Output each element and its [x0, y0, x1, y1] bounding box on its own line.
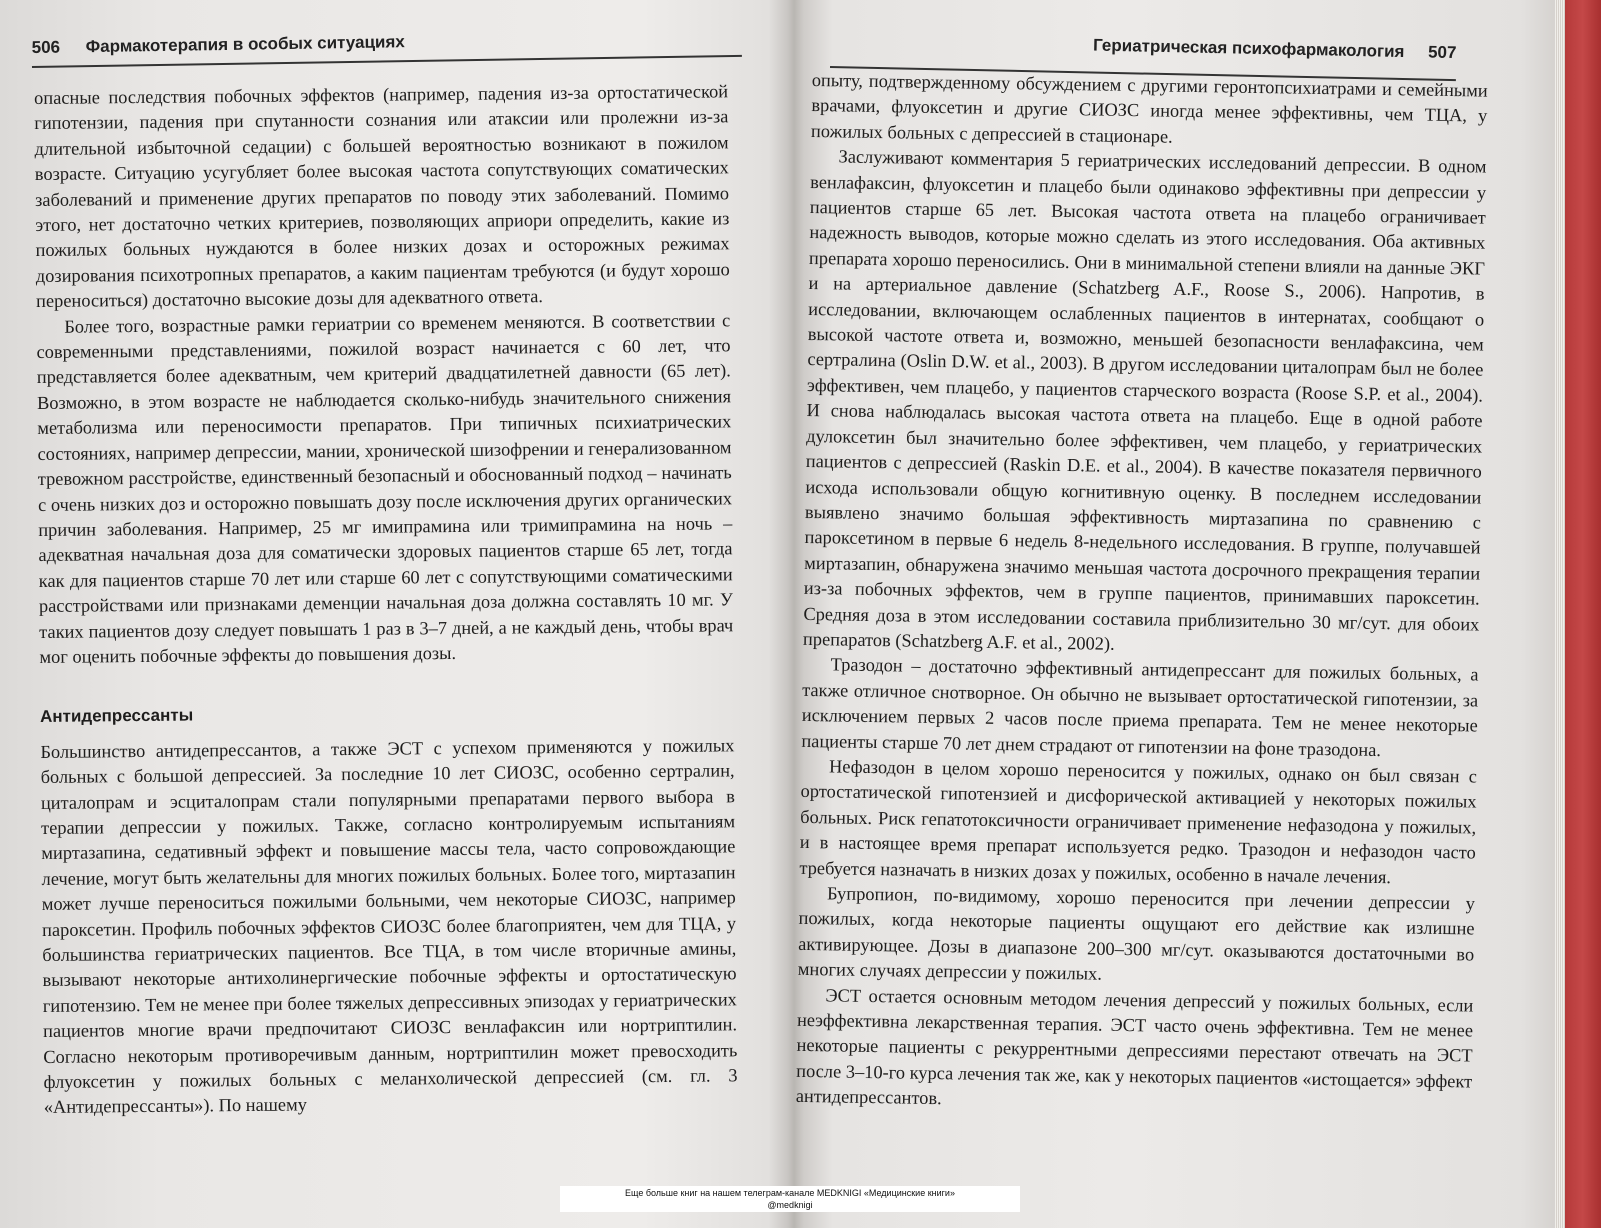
left-running-head: [31, 15, 742, 68]
footer-line: Еще больше книг на нашем телеграм-канале MEDKNIGI «Медицинские книги»: [625, 1188, 955, 1198]
left-page: [0, 0, 780, 1228]
left-page-body: [34, 79, 738, 1120]
paragraph: Бупропион, по-видимому, хорошо переносится при лечении депрессии у пожилых, когда некоторые пациенты ощущают его действие как излишне активирующее. Дозы в диапазоне 200–300 мг/сут. оказываются достаточными во многих случаях депрессии у пожилых.: [797, 883, 1476, 984]
right-page-number: 507: [1427, 42, 1457, 63]
paragraph: Нефазодон в целом хорошо переносится у пожилых, однако он был связан с ортостатической гипотензией и дисфорической активацией у некоторых пожилых больных. Риск гепатотоксичности ограничивает применение нефазодона у пожилых, и в настоящее время препарат используется редко. Тразодон и нефазодон часто требуется назначать в низких дозах у пожилых, особенно в начале лечения.: [799, 756, 1478, 887]
page-edges: [1555, 0, 1565, 1228]
watermark-footer: [560, 1186, 1020, 1212]
book-cover-edge: [1555, 0, 1601, 1228]
paragraph: Более того, возрастные рамки гериатрии со временем меняются. В соответствии с современными представлениями, пожилой возраст начинается с 60 лет, что представляется более адекватным, чем критерий двадцатилетней давности (65 лет). Возможно, в этом возрасте не наблюдается сколько-нибудь значительного снижения метаболизма или переносимости препаратов. При типичных психиатрических состояниях, например депрессии, мании, хронической шизофрении и генерализованном тревожном расстройстве, единственный безопасный и обоснованный подход – начинать с очень низких доз и осторожно повышать дозу после исключения других органических причин заболевания. Например, 25 мг имипрамина или тримипрамина на ночь – адекватная начальная доза для соматически здоровых пациентов старше 65 лет, тогда как для пациентов старше 70 лет или старше 60 лет с сопутствующими соматическими расстройствами или признаками деменции начальная доза должна составлять 10 мг. У таких пациентов дозу следует повышать 1 раз в 3–7 дней, а не каждый день, чтобы врач мог оценить побочные эффекты до повышения дозы.: [36, 309, 734, 667]
left-page-number: 506: [31, 37, 61, 58]
paragraph: ЭСТ остается основным методом лечения депрессий у пожилых больных, если неэффективна лекарственная терапия. ЭСТ часто очень эффективна. Тем не менее некоторые пациенты с рекуррентными депрессиями перестают отвечать на ЭСТ после 3–10-го курса лечения так же, как у некоторых пациентов «истощается» эффект антидепрессантов.: [795, 984, 1474, 1109]
paragraph: Тразодон – достаточно эффективный антидепрессант для пожилых больных, а также отличное снотворное. Он обычно не вызывает ортостатической гипотензии, за исключением первых 2 часов после приема препарата. Тем не менее некоторые пациенты старше 70 лет днем страдают от гипотензии на фоне тразодона.: [801, 654, 1479, 760]
footer-handle: @medknigi: [767, 1200, 813, 1210]
right-page: [780, 0, 1552, 1228]
right-running-title: Гериатрическая психофармакология: [1092, 35, 1405, 62]
paragraph: Заслуживают комментария 5 гериатрических исследований депрессии. В одном венлафаксин, флуоксетин и плацебо были одинаково эффективны при депрессии у пациентов старше 65 лет. Высокая частота ответа на плацебо ограничивает надежность выводов, которые можно сделать из этого исследования. Оба активных препарата хорошо переносились. Они в минимальной степени влияли на данные ЭКГ и на артериальное давление (Schatzberg A.F., Roose S., 2006). Напротив, в исследовании, включающем ослабленных пациентов в интернатах, сообщают о высокой частоте ответа и, возможно, меньшей безопасности венлафаксина, чем сертралина (Oslin D.W. et al., 2003). В другом исследовании циталопрам был не более эффективен, чем плацебо, у пациентов старческого возраста (Roose S.P. et al., 2004). И снова наблюдалась высокая частота ответа на плацебо. Еще в одной работе дулоксетин был значительно более эффективен, чем плацебо, у гериатрических пациентов с депрессией (Raskin D.E. et al., 2004). В качестве показателя первичного исхода использовали общую когнитивную оценку. В последнем исследовании выявлено значимо большая эффективность миртазапина по сравнению с пароксетином в первые 6 недель 8-недельного исследования. В группе, получавшей миртазапин, обнаружена значимо меньшая частота досрочного прекращения терапии из-за побочных эффектов, чем в группе пациентов, принимавших пароксетин. Средняя доза в этом исследовании составила приблизительно 30 мг/сут. для обоих препаратов (Schatzberg A.F. et al., 2002).: [802, 146, 1487, 654]
paragraph: Большинство антидепрессантов, а также ЭСТ с успехом применяются у пожилых больных с большой депрессией. За последние 10 лет СИОЗС, особенно сертралин, циталопрам и эсциталопрам стали популярными препаратами первого выбора в терапии депрессии у пожилых. Также, согласно контролируемым испытаниям миртазапина, седативный эффект и повышение массы тела, часто сопровождающие лечение, могут быть желательны для многих пожилых больных. Более того, миртазапин может лучше переноситься пожилыми больными, чем некоторые СИОЗС, например пароксетин. Профиль побочных эффектов СИОЗС более благоприятен, чем для ТЦА, у большинства гериатрических пациентов. Все ТЦА, в том числе вторичные амины, вызывают некоторые антихолинергические побочные эффекты и ортостатическую гипотензию. Тем не менее при более тяжелых депрессивных эпизодах у гериатрических пациентов многие врачи предпочитают СИОЗС венлафаксин или нортриптилин. Согласно некоторым противоречивым данным, нортриптилин может превосходить флуоксетин у пожилых больных с меланхолической депрессией (см. гл. 3 «Антидепрессанты»). По нашему: [40, 735, 738, 1118]
left-running-title: Фармакотерапия в особых ситуациях: [85, 32, 405, 57]
paragraph: опасные последствия побочных эффектов (например, падения из-за ортостатической гипотензии, падения при спутанности сознания или атаксии или пролежни из-за длительной избыточной седации) с большей вероятностью возникают в пожилом возрасте. Ситуацию усугубляет более высокая частота сопутствующих соматических заболеваний и применение других препаратов по поводу этих заболеваний. Помимо этого, нет достаточно четких критериев, позволяющих априори определить, какие из пожилых больных нуждаются в более низких дозах и осторожных режимах дозирования психотропных препаратов, а каким пациентам требуются (и будут хорошо переноситься) достаточно высокие дозы для адекватного ответа.: [34, 81, 730, 312]
paragraph: опыту, подтвержденному обсуждением с другими геронтопсихиатрами и семейными врачами, флуоксетин и другие СИОЗС иногда менее эффективны, чем ТЦА, у пожилых больных с депрессией в стационаре.: [810, 69, 1488, 147]
right-page-body: [796, 68, 1488, 1120]
section-heading: Антидепрессанты: [39, 705, 194, 727]
